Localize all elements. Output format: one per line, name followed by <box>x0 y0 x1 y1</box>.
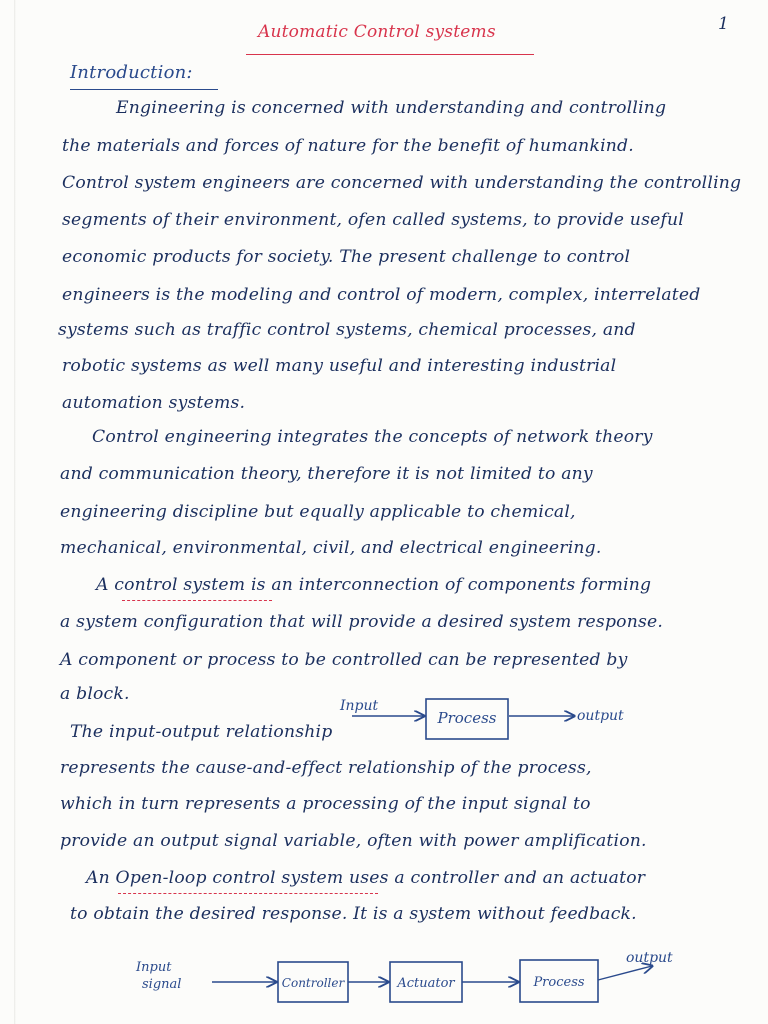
input-signal-label-1: Input <box>136 960 172 975</box>
output-label: output <box>577 708 624 724</box>
output-label: output <box>626 950 673 966</box>
input-signal-label-2: signal <box>142 977 182 992</box>
text-line: Engineering is concerned with understanding and controlling <box>116 98 667 118</box>
open-loop-diagram <box>135 950 673 1002</box>
process-block-label: Process <box>437 709 497 727</box>
text-line: An Open-loop control system uses a controller and an actuator <box>86 868 646 888</box>
page-number: 1 <box>718 14 730 34</box>
text-line: A component or process to be controlled can be represented by <box>60 650 628 670</box>
text-line: segments of their environment, ofen called systems, to provide useful <box>62 210 684 230</box>
text-line: Control engineering integrates the concepts of network theory <box>92 427 653 447</box>
process-block-diagram <box>339 698 624 739</box>
text-line: robotic systems as well many useful and interesting industrial <box>62 356 617 376</box>
text-line: which in turn represents a processing of the input signal to <box>60 794 591 814</box>
input-label: Input <box>340 698 379 714</box>
intro-heading: Introduction: <box>70 62 193 83</box>
text-line: The input-output relationship <box>70 722 333 742</box>
text-line: the materials and forces of nature for the benefit of humankind. <box>62 136 634 156</box>
text-line: A control system is an interconnection of components forming <box>96 575 652 595</box>
text-line: engineers is the modeling and control of modern, complex, interrelated <box>62 285 701 305</box>
page-title: Automatic Control systems <box>258 22 496 42</box>
text-line: to obtain the desired response. It is a system without feedback. <box>70 904 637 924</box>
output-arrow <box>598 966 652 980</box>
actuator-block-label: Actuator <box>397 976 455 991</box>
text-line: represents the cause-and-effect relationship of the process, <box>60 758 592 778</box>
text-line: automation systems. <box>62 393 246 413</box>
text-line: a block. <box>60 684 130 704</box>
text-line: provide an output signal variable, often with power amplification. <box>60 831 647 851</box>
text-line: and communication theory, therefore it is not limited to any <box>60 464 593 484</box>
text-line: Control system engineers are concerned with understanding the controlling <box>62 173 742 193</box>
text-line: systems such as traffic control systems, chemical processes, and <box>58 320 636 340</box>
text-line: economic products for society. The present challenge to control <box>62 247 631 267</box>
text-line: engineering discipline but equally applicable to chemical, <box>60 502 576 522</box>
text-line: a system configuration that will provide a desired system response. <box>60 612 664 632</box>
text-line: mechanical, environmental, civil, and electrical engineering. <box>60 538 602 558</box>
process-block-label: Process <box>533 975 585 990</box>
controller-block-label: Controller <box>281 976 345 990</box>
